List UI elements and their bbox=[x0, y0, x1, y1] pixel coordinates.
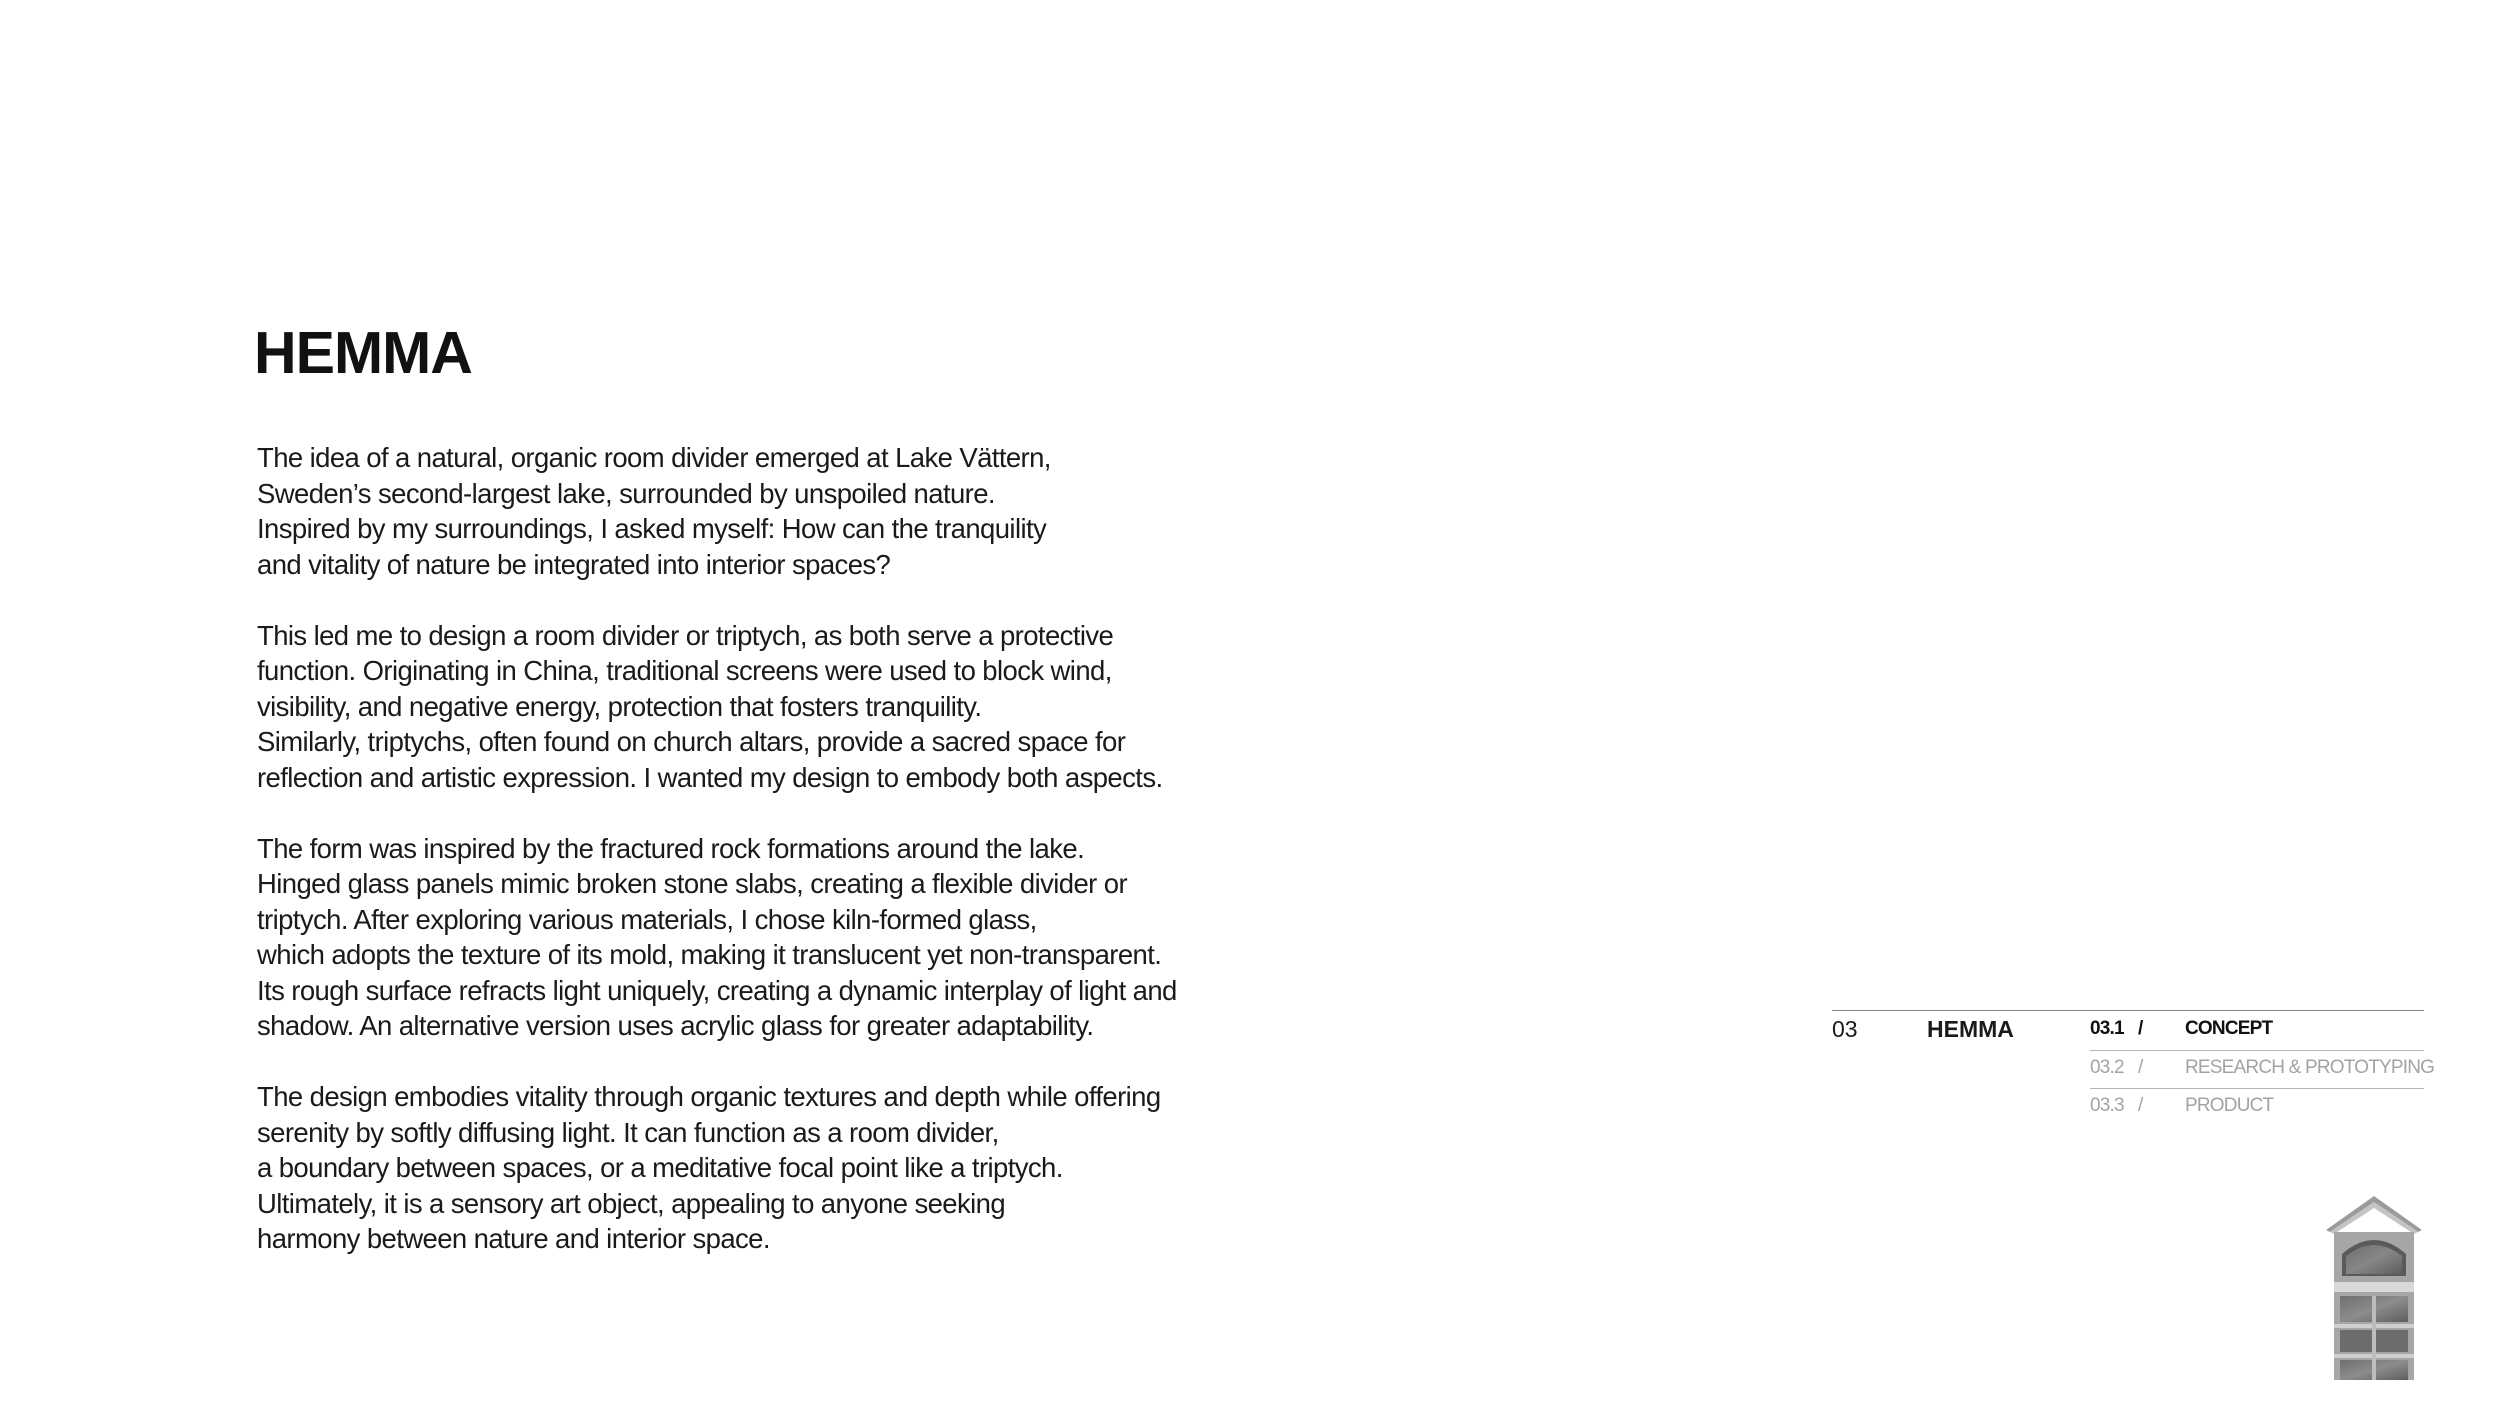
section-index bbox=[1832, 1004, 2435, 1134]
nav-item-number: 03.1 bbox=[2090, 1018, 2124, 1039]
section-number: 03 bbox=[1832, 1016, 1858, 1042]
nav-item-separator: / bbox=[2138, 1018, 2143, 1039]
body-text bbox=[257, 440, 1277, 1257]
section-title: HEMMA bbox=[1927, 1016, 2014, 1042]
index-divider-2 bbox=[2090, 1088, 2424, 1089]
page-title: HEMMA bbox=[254, 320, 472, 386]
nav-item-separator: / bbox=[2138, 1095, 2143, 1116]
nav-item-label: RESEARCH & PROTOTYPING bbox=[2185, 1057, 2435, 1078]
nav-item-number: 03.2 bbox=[2090, 1057, 2124, 1078]
nav-item-number: 03.3 bbox=[2090, 1095, 2124, 1116]
nav-item-separator: / bbox=[2138, 1057, 2143, 1078]
paragraph-3: The form was inspired by the fractured rock formations around the lake. Hinged glass panels mimic broken stone slabs, creating a flexible divider or triptych. After exploring various materials, I chose kiln-formed glass, which adopts the texture of its mold, making it translucent yet non-transparent. Its rough surface refracts light uniquely, creating a dynamic interplay of light and shadow. An alternative version uses acrylic glass for greater adaptability. bbox=[257, 832, 1177, 1041]
nav-item-label: PRODUCT bbox=[2185, 1095, 2274, 1116]
paragraph-1: The idea of a natural, organic room divider emerged at Lake Vättern, Sweden’s second-largest lake, surrounded by unspoiled nature. Inspired by my surroundings, I asked myself: How can the tranquility and vitality of nature be integrated into interior spaces? bbox=[257, 442, 1051, 580]
nav-item-label: CONCEPT bbox=[2185, 1018, 2273, 1039]
paragraph-4: The design embodies vitality through organic textures and depth while offering serenity by softly diffusing light. It can function as a room divider, a boundary between spaces, or a meditative focal point like a triptych. Ultimately, it is a sensory art object, appealing to anyone seeking harmony between nature and interior space. bbox=[257, 1081, 1161, 1254]
paragraph-2: This led me to design a room divider or triptych, as both serve a protective function. Originating in China, traditional screens were used to block wind, visibility, and negative energy, protection that fosters tranquility. Similarly, triptychs, often found on church altars, provide a sacred space for reflection and artistic expression. I wanted my design to embody both aspects. bbox=[257, 619, 1163, 793]
index-divider-top bbox=[1832, 1010, 2424, 1011]
index-divider-1 bbox=[2090, 1050, 2424, 1051]
product-thumbnail-image bbox=[2326, 1196, 2422, 1380]
